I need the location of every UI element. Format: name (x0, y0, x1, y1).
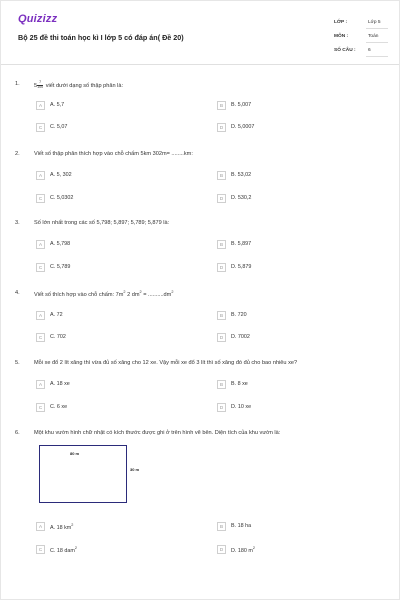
option-text: C. 6 xe (50, 404, 68, 410)
option-text: C. 5,0302 (50, 195, 74, 201)
meta-value: Toán (368, 34, 379, 39)
superscript: 2 (74, 546, 77, 550)
option-text (231, 523, 251, 529)
option-text: A. 18 xe (50, 381, 70, 387)
question-text-rest: viết dưới dạng số thập phân là: (45, 82, 124, 89)
question-number: 2. (15, 151, 20, 157)
option-letter-box: B (217, 522, 226, 531)
option-letter-box: B (217, 380, 226, 389)
meta-value: Lớp 5 (368, 20, 381, 25)
option-text: D. 5,0007 (231, 124, 255, 130)
option-text-main: D. 180 m (231, 547, 253, 554)
option-letter-box: D (217, 333, 226, 342)
answer-option-a[interactable] (36, 379, 196, 391)
question-text (34, 81, 123, 90)
mixed-number-whole: 5 (34, 82, 38, 89)
question-text (34, 290, 173, 298)
option-letter-box: C (36, 194, 45, 203)
garden-rectangle-figure (39, 445, 127, 503)
answer-option-b[interactable] (217, 379, 377, 391)
option-letter-box: C (36, 333, 45, 342)
option-text-main: B. 18 ha (231, 523, 252, 529)
option-text: B. 5,897 (231, 241, 252, 247)
option-letter-box: A (36, 171, 45, 180)
question-number: 1. (15, 81, 20, 87)
superscript: 2 (71, 523, 74, 527)
header-divider (1, 64, 399, 65)
figure-height-label: 30 m (130, 467, 140, 472)
question-number: 3. (15, 220, 20, 226)
option-letter-box: C (36, 123, 45, 132)
option-letter-box: B (217, 240, 226, 249)
option-letter-box: B (217, 171, 226, 180)
option-text: D. 7002 (231, 334, 250, 340)
answer-option-c[interactable] (36, 122, 196, 134)
answer-option-d[interactable] (217, 544, 377, 556)
option-text (50, 546, 77, 554)
question-text-part: 2 dm (125, 291, 140, 298)
answer-option-b[interactable] (217, 100, 377, 112)
meta-row-count (334, 45, 388, 59)
meta-label: SỐ CÂU : (334, 48, 356, 53)
answer-option-b[interactable] (217, 310, 377, 322)
document-title: Bộ 25 đề thi toán học kì I lớp 5 có đáp án( Đề 20) (18, 33, 184, 42)
option-text: B. 720 (231, 312, 247, 318)
option-text: C. 5,07 (50, 124, 68, 130)
quizizz-logo: Quizizz (18, 13, 58, 25)
answer-option-c[interactable] (36, 544, 196, 556)
answer-option-b[interactable] (217, 170, 377, 182)
figure-width-label: 80 m (70, 451, 80, 456)
option-text: A. 5,7 (50, 102, 65, 108)
fraction-denominator: 100 (37, 84, 44, 89)
answer-option-a[interactable] (36, 239, 196, 251)
meta-value: 6 (368, 48, 371, 53)
answer-option-b[interactable] (217, 239, 377, 251)
option-letter-box: D (217, 545, 226, 554)
option-text: C. 5,789 (50, 264, 71, 270)
answer-option-d[interactable] (217, 332, 377, 344)
option-text: D. 5,879 (231, 264, 252, 270)
answer-option-c[interactable] (36, 262, 196, 274)
question-text: Số lớn nhất trong các số 5,798; 5,897; 5,789; 5,879 là: (34, 220, 170, 226)
option-letter-box: C (36, 403, 45, 412)
fraction (37, 81, 43, 90)
option-letter-box: A (36, 240, 45, 249)
question-text: Một khu vườn hình chữ nhật có kích thước được ghi ở trên hình vẽ bên. Diện tích của khu vườn là: (34, 430, 281, 436)
option-letter-box: D (217, 263, 226, 272)
option-letter-box: D (217, 403, 226, 412)
question-text-part: Viết số thích hợp vào chỗ chấm: 7m (34, 291, 124, 298)
answer-option-c[interactable] (36, 402, 196, 414)
superscript: 2 (252, 546, 255, 550)
option-letter-box: D (217, 194, 226, 203)
meta-underline (366, 56, 388, 57)
answer-option-d[interactable] (217, 122, 377, 134)
option-letter-box: B (217, 101, 226, 110)
answer-option-a[interactable] (36, 170, 196, 182)
superscript: 2 (139, 290, 142, 294)
question-text: Viết số thập phân thích hợp vào chỗ chấm 5km 302m= ........km: (34, 151, 193, 157)
answer-option-b[interactable] (217, 521, 377, 533)
superscript: 2 (123, 290, 126, 294)
option-text: B. 53,02 (231, 172, 252, 178)
meta-underline (366, 42, 388, 43)
answer-option-d[interactable] (217, 402, 377, 414)
question-number: 5. (15, 360, 20, 366)
meta-label: LỚP : (334, 20, 348, 25)
option-letter-box: C (36, 263, 45, 272)
question-number: 6. (15, 430, 20, 436)
option-letter-box: A (36, 101, 45, 110)
option-letter-box: A (36, 522, 45, 531)
option-letter-box: A (36, 380, 45, 389)
option-letter-box: B (217, 311, 226, 320)
meta-row-class (334, 17, 388, 31)
option-text-main: A. 18 km (50, 524, 72, 531)
option-text: D. 10 xe (231, 404, 252, 410)
option-text: C. 702 (50, 334, 66, 340)
answer-option-a[interactable] (36, 521, 196, 533)
option-text: A. 5,798 (50, 241, 71, 247)
option-text (50, 523, 73, 531)
answer-option-a[interactable] (36, 310, 196, 322)
question-text: Mỗi xe đổ 2 lít xăng thì vừa đủ số xăng cho 12 xe. Vậy mỗi xe đổ 3 lít thì số xăng đó đủ cho bao nhiêu xe? (34, 360, 298, 366)
question-text-part: = ..........dm (141, 291, 172, 298)
meta-underline (366, 28, 388, 29)
meta-label: MÔN : (334, 34, 349, 39)
option-text (231, 546, 255, 554)
answer-option-d[interactable] (217, 193, 377, 205)
option-letter-box: C (36, 545, 45, 554)
option-text: B. 5,007 (231, 102, 252, 108)
answer-option-c[interactable] (36, 193, 196, 205)
option-letter-box: A (36, 311, 45, 320)
answer-option-d[interactable] (217, 262, 377, 274)
answer-option-a[interactable] (36, 100, 196, 112)
option-text-main: C. 18 dam (50, 547, 75, 554)
option-text: A. 72 (50, 312, 63, 318)
option-text: B. 8 xe (231, 381, 248, 387)
meta-row-subject (334, 31, 388, 45)
superscript: 2 (171, 290, 174, 294)
question-number: 4. (15, 290, 20, 296)
option-letter-box: D (217, 123, 226, 132)
meta-panel (334, 17, 388, 59)
answer-option-c[interactable] (36, 332, 196, 344)
fraction-numerator: 7 (39, 80, 42, 84)
option-text: A. 5, 302 (50, 172, 72, 178)
option-text: D. 530,2 (231, 195, 252, 201)
